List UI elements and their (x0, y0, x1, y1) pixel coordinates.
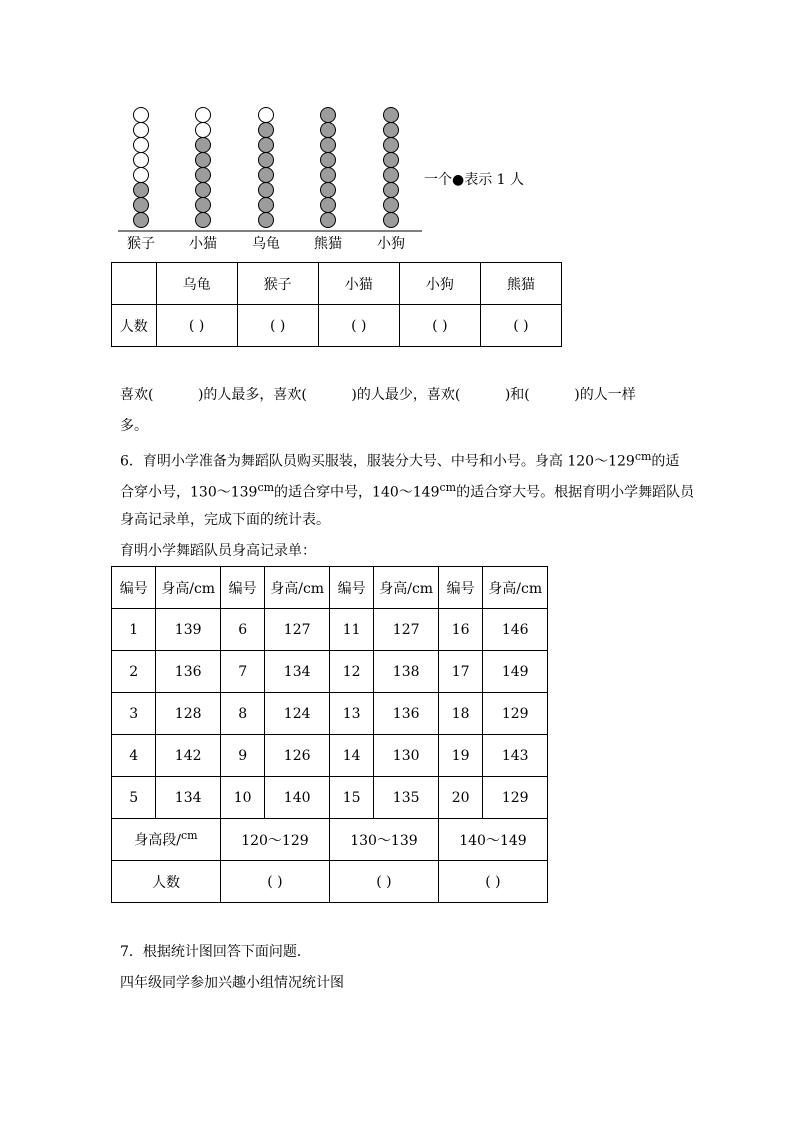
range-cell: 120～129 (220, 819, 329, 861)
table2-header: 身高/cm (156, 567, 221, 609)
table-cell: 146 (483, 609, 548, 651)
table-cell: 135 (374, 777, 439, 819)
q6-text: 合穿小号，130～139 (120, 484, 258, 501)
bead-empty (134, 138, 149, 153)
table-cell: 13 (329, 693, 373, 735)
bead-column-label: 猴子 (127, 236, 155, 252)
table2-header: 身高/cm (265, 567, 330, 609)
bead-filled (321, 198, 336, 213)
q5-sentence-line1: 喜欢( )的人最多，喜欢( )的人最少，喜欢( )和( )的人一样 (120, 387, 636, 403)
bead-filled (196, 213, 211, 228)
count-label: 人数 (112, 861, 221, 903)
table-cell: 8 (220, 693, 264, 735)
q6-line2 (120, 482, 694, 500)
table-cell: 14 (329, 735, 373, 777)
bead-empty (134, 123, 149, 138)
table-row (112, 651, 548, 693)
range-label-cell (112, 819, 221, 861)
q6-text: 的适 (651, 453, 680, 470)
table-cell: 139 (156, 609, 221, 651)
unit-cm: cm (181, 829, 198, 843)
q6-text: 6．育明小学准备为舞蹈队员购买服装，服装分大号、中号和小号。身高 120～129 (120, 453, 635, 470)
table1-header: 猴子 (237, 263, 318, 305)
height-record-table (111, 566, 548, 903)
table-cell: 3 (112, 693, 156, 735)
table-cell: 134 (156, 777, 221, 819)
table-cell: 11 (329, 609, 373, 651)
table-cell: 149 (483, 651, 548, 693)
bead-filled (321, 183, 336, 198)
table-cell: 129 (483, 777, 548, 819)
answer-blank[interactable]: ( ) (399, 305, 480, 347)
range-cell: 140～149 (438, 819, 547, 861)
bead-empty (134, 168, 149, 183)
bead-filled (384, 213, 399, 228)
unit-cm: cm (634, 450, 652, 463)
bead-filled (259, 213, 274, 228)
bead-filled (384, 138, 399, 153)
bead-filled (259, 198, 274, 213)
bead-empty (134, 108, 149, 123)
bead-filled (321, 153, 336, 168)
unit-cm: cm (439, 481, 457, 494)
table-cell: 18 (438, 693, 482, 735)
q6-line1 (120, 451, 679, 469)
table-cell: 142 (156, 735, 221, 777)
bead-filled (196, 183, 211, 198)
table2-header: 编号 (220, 567, 264, 609)
bead-filled (196, 168, 211, 183)
table1-row-label: 人数 (112, 305, 157, 347)
bead-filled (384, 168, 399, 183)
table-cell: 17 (438, 651, 482, 693)
bead-filled (384, 183, 399, 198)
table-cell: 136 (156, 651, 221, 693)
bead-filled (196, 153, 211, 168)
bead-column-label: 乌龟 (252, 236, 280, 252)
table-cell: 5 (112, 777, 156, 819)
table-cell: 7 (220, 651, 264, 693)
bead-filled (321, 108, 336, 123)
bead-filled (196, 138, 211, 153)
bead-empty (134, 153, 149, 168)
q7-chart-title: 四年级同学参加兴趣小组情况统计图 (120, 975, 344, 991)
table-cell: 136 (374, 693, 439, 735)
table-cell: 20 (438, 777, 482, 819)
bead-column-label: 熊猫 (314, 236, 342, 252)
bead-filled (134, 213, 149, 228)
table-cell: 4 (112, 735, 156, 777)
bead-empty (196, 108, 211, 123)
table-cell: 2 (112, 651, 156, 693)
bead-filled (259, 183, 274, 198)
bead-filled (384, 198, 399, 213)
table-row (112, 777, 548, 819)
bead-filled (196, 198, 211, 213)
table-cell: 10 (220, 777, 264, 819)
bead-chart (118, 100, 428, 260)
table2-header: 编号 (438, 567, 482, 609)
q6-line3: 身高记录单，完成下面的统计表。 (120, 512, 330, 528)
bead-filled (384, 153, 399, 168)
q5-sentence-line2: 多。 (120, 418, 148, 434)
unit-cm: cm (257, 481, 275, 494)
bead-empty (196, 123, 211, 138)
bead-filled (259, 138, 274, 153)
animal-count-table (111, 262, 562, 347)
bead-column-label: 小狗 (377, 236, 405, 252)
table-cell: 16 (438, 609, 482, 651)
q6-text: 的适合穿大号。根据育明小学舞蹈队员 (456, 484, 695, 501)
table-row (112, 735, 548, 777)
bead-filled (134, 183, 149, 198)
table-cell: 127 (265, 609, 330, 651)
bead-chart-legend: 一个●表示 1 人 (424, 172, 525, 188)
table-cell: 6 (220, 609, 264, 651)
table-cell: 9 (220, 735, 264, 777)
table-cell: 129 (483, 693, 548, 735)
table-cell: 127 (374, 609, 439, 651)
table-cell: 128 (156, 693, 221, 735)
answer-blank[interactable]: ( ) (438, 861, 547, 903)
answer-blank[interactable]: ( ) (237, 305, 318, 347)
table-cell: 140 (265, 777, 330, 819)
bead-filled (384, 108, 399, 123)
bead-column-label: 小猫 (189, 236, 217, 252)
q7-line1: 7．根据统计图回答下面问题． (120, 944, 311, 960)
table-row (112, 693, 548, 735)
bead-empty (259, 108, 274, 123)
table-cell: 124 (265, 693, 330, 735)
range-cell: 130～139 (329, 819, 438, 861)
q6-table-title: 育明小学舞蹈队员身高记录单： (120, 543, 316, 559)
table2-header: 身高/cm (483, 567, 548, 609)
table-cell: 130 (374, 735, 439, 777)
bead-filled (321, 138, 336, 153)
q6-text: 的适合穿中号，140～149 (274, 484, 440, 501)
table-cell: 1 (112, 609, 156, 651)
table1-header: 小狗 (399, 263, 480, 305)
table-row (112, 609, 548, 651)
bead-filled (321, 168, 336, 183)
table1-header: 乌龟 (156, 263, 237, 305)
table1-corner (112, 263, 157, 305)
table-cell: 19 (438, 735, 482, 777)
table-cell: 138 (374, 651, 439, 693)
table-cell: 143 (483, 735, 548, 777)
answer-blank[interactable]: ( ) (156, 305, 237, 347)
table2-header: 编号 (112, 567, 156, 609)
range-label: 身高段/ (134, 832, 182, 849)
bead-filled (321, 213, 336, 228)
answer-blank[interactable]: ( ) (329, 861, 438, 903)
table1-header: 熊猫 (480, 263, 561, 305)
table-cell: 126 (265, 735, 330, 777)
table-cell: 12 (329, 651, 373, 693)
table1-header: 小猫 (318, 263, 399, 305)
table-cell: 134 (265, 651, 330, 693)
bead-filled (259, 153, 274, 168)
bead-filled (134, 198, 149, 213)
table2-header: 身高/cm (374, 567, 439, 609)
bead-filled (259, 168, 274, 183)
bead-filled (384, 123, 399, 138)
answer-blank[interactable]: ( ) (220, 861, 329, 903)
table2-header: 编号 (329, 567, 373, 609)
bead-filled (321, 123, 336, 138)
bead-filled (259, 123, 274, 138)
answer-blank[interactable]: ( ) (318, 305, 399, 347)
table-cell: 15 (329, 777, 373, 819)
answer-blank[interactable]: ( ) (480, 305, 561, 347)
